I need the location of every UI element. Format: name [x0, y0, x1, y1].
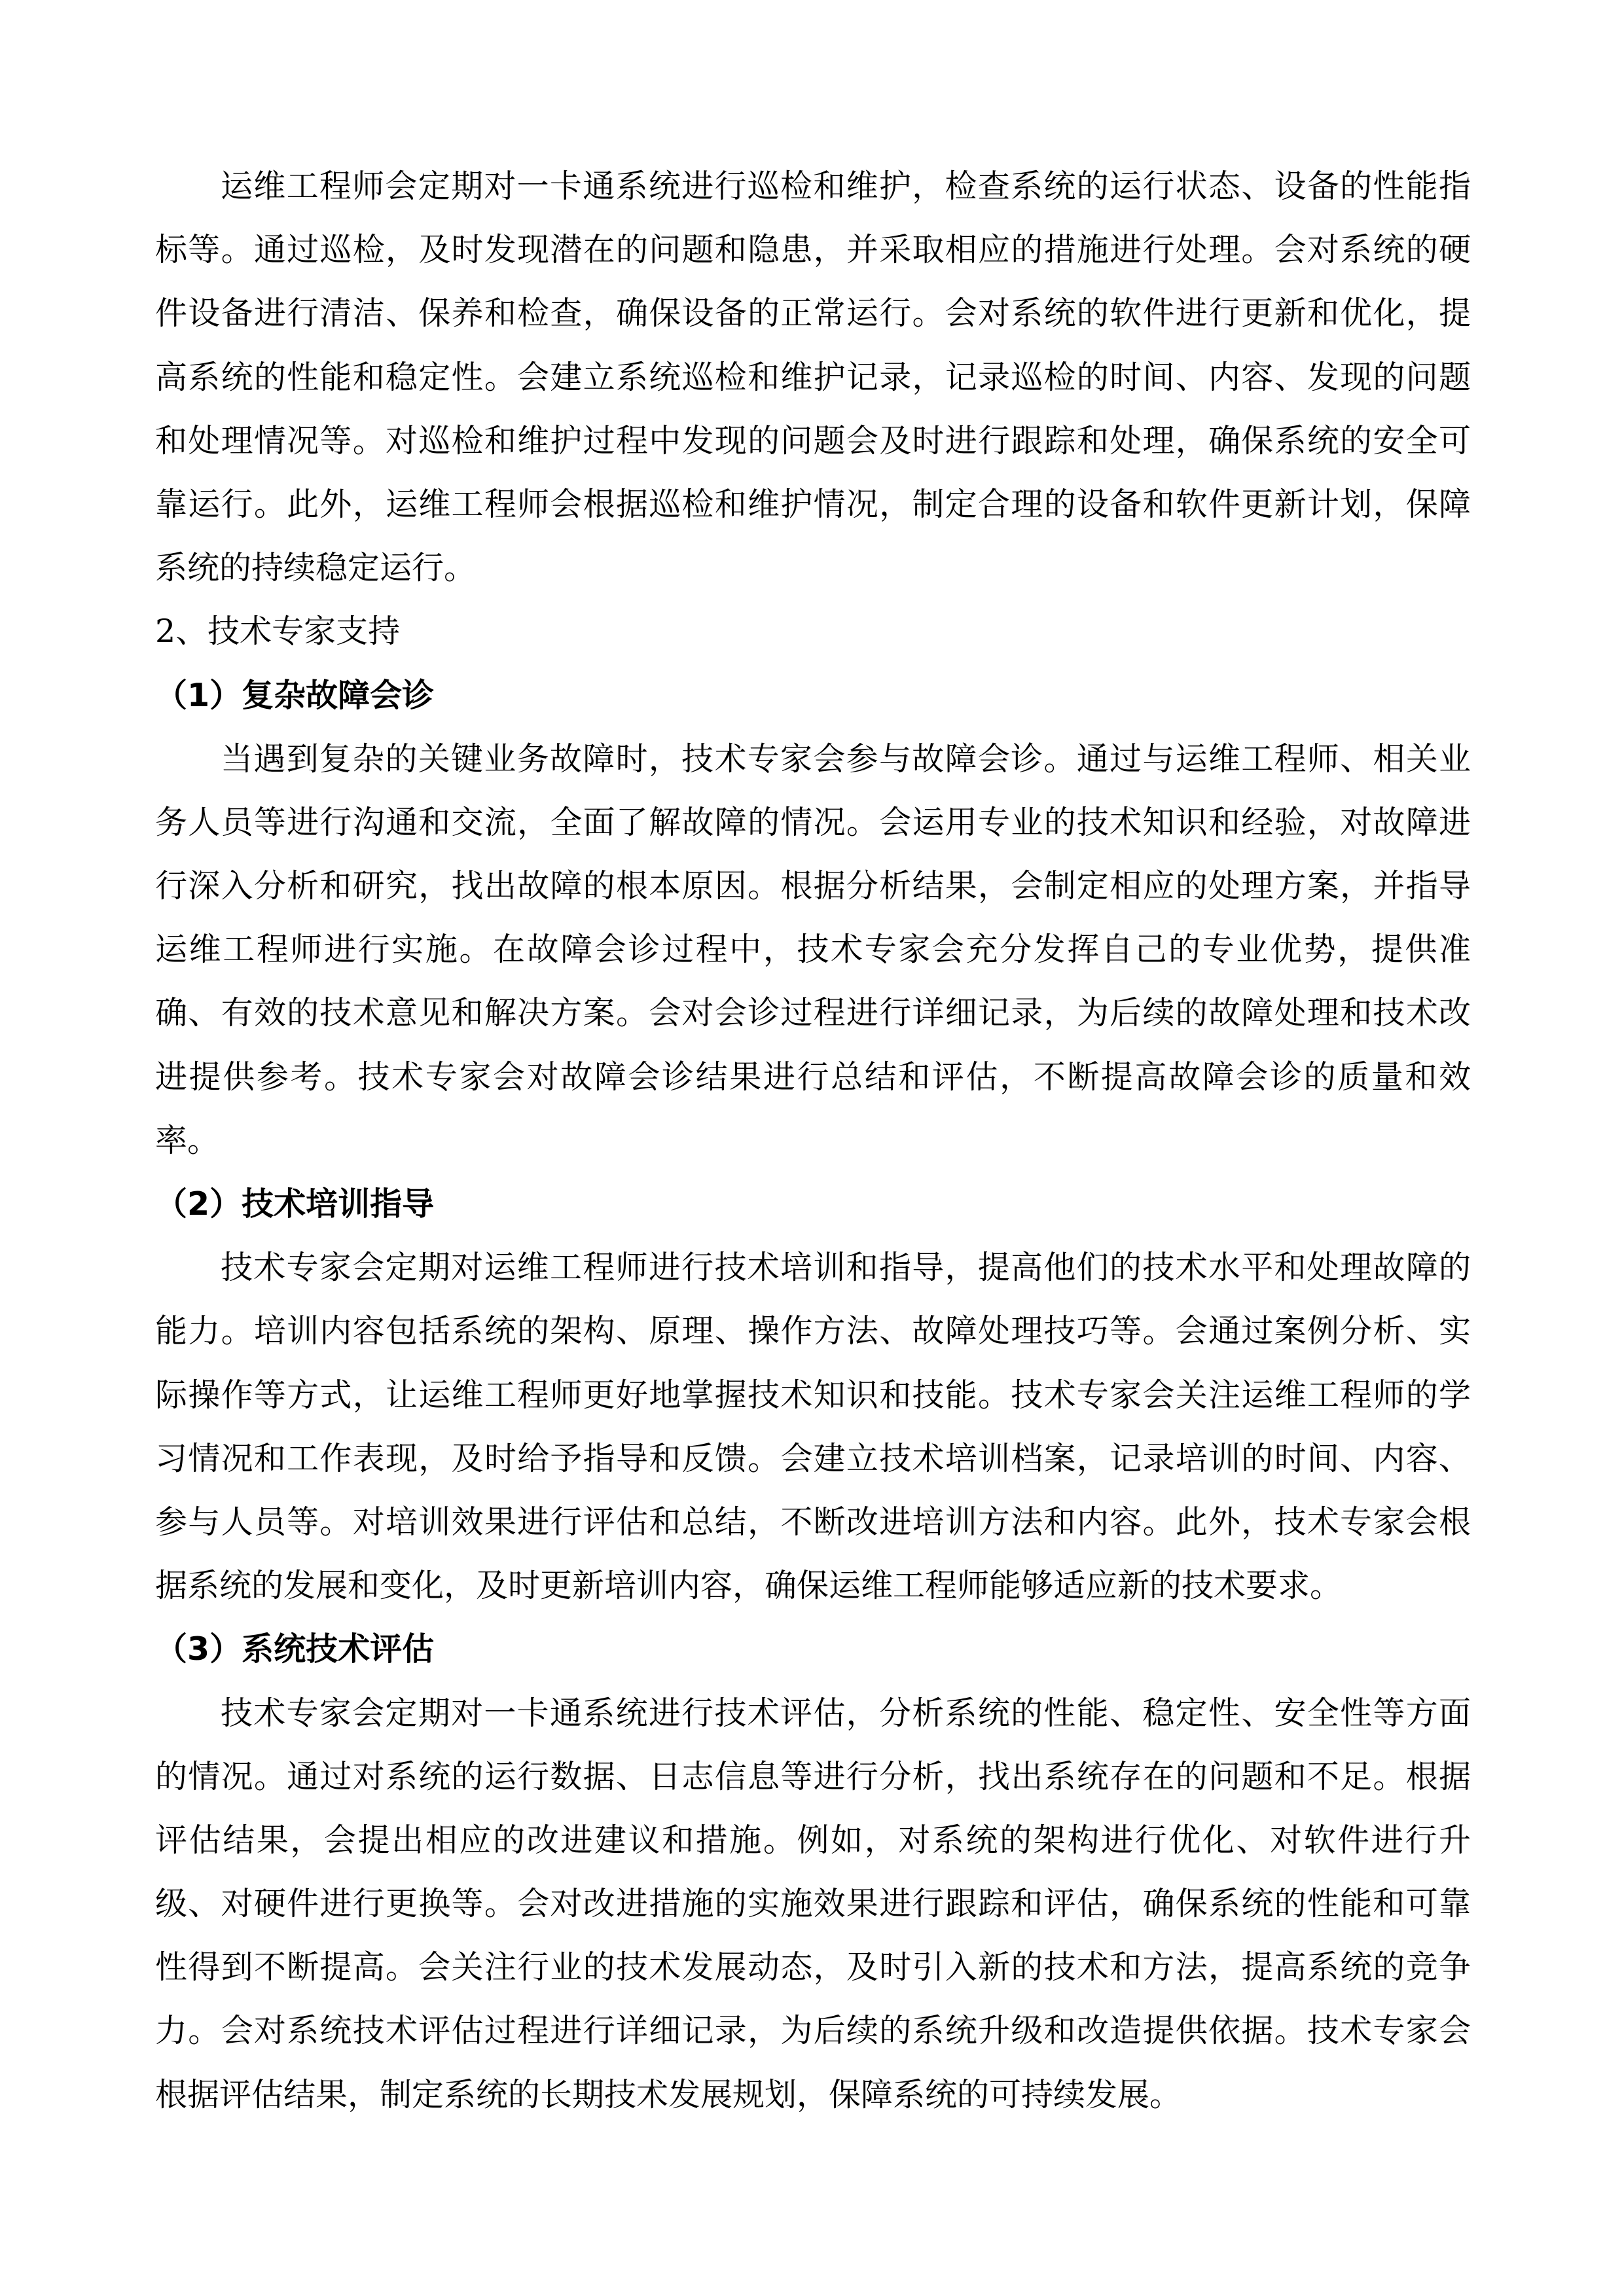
text-line: 高系统的性能和稳定性。会建立系统巡检和维护记录，记录巡检的时间、内容、发现的问题 [155, 358, 1471, 396]
text-line: 际操作等方式，让运维工程师更好地掌握技术知识和技能。技术专家会关注运维工程师的学 [155, 1376, 1471, 1414]
text-line: 力。会对系统技术评估过程进行详细记录，为后续的系统升级和改造提供依据。技术专家会 [155, 2012, 1471, 2050]
text-line: 率。 [155, 1121, 220, 1159]
text-line: 运维工程师进行实施。在故障会诊过程中，技术专家会充分发挥自己的专业优势，提供准 [155, 931, 1471, 969]
subsection-heading: （2）技术培训指导 [155, 1185, 435, 1223]
text-line: 标等。通过巡检，及时发现潜在的问题和隐患，并采取相应的措施进行处理。会对系统的硬 [155, 231, 1471, 269]
text-line: 和处理情况等。对巡检和维护过程中发现的问题会及时进行跟踪和处理，确保系统的安全可 [155, 422, 1471, 459]
document-body [155, 154, 1471, 2126]
text-line: 靠运行。此外，运维工程师会根据巡检和维护情况，制定合理的设备和软件更新计划，保障 [155, 485, 1471, 523]
text-line: 据系统的发展和变化，及时更新培训内容，确保运维工程师能够适应新的技术要求。 [155, 1567, 1343, 1605]
text-line: 进提供参考。技术专家会对故障会诊结果进行总结和评估，不断提高故障会诊的质量和效 [155, 1058, 1471, 1096]
text-line: 运维工程师会定期对一卡通系统进行巡检和维护，检查系统的运行状态、设备的性能指 [221, 168, 1471, 205]
paragraph-technical-training [155, 1236, 1471, 1617]
text-line: 当遇到复杂的关键业务故障时，技术专家会参与故障会诊。通过与运维工程师、相关业 [221, 740, 1471, 778]
text-line: 根据评估结果，制定系统的长期技术发展规划，保障系统的可持续发展。 [155, 2075, 1182, 2113]
text-line: 参与人员等。对培训效果进行评估和总结，不断改进培训方法和内容。此外，技术专家会根 [155, 1503, 1471, 1541]
subsection-heading: （1）复杂故障会诊 [155, 676, 435, 714]
text-line: 的情况。通过对系统的运行数据、日志信息等进行分析，找出系统存在的问题和不足。根据 [155, 1757, 1471, 1795]
text-line: 能力。培训内容包括系统的架构、原理、操作方法、故障处理技巧等。会通过案例分析、实 [155, 1312, 1471, 1350]
section-heading: 2、技术专家支持 [155, 613, 401, 651]
text-line: 习情况和工作表现，及时给予指导和反馈。会建立技术培训档案，记录培训的时间、内容、 [155, 1439, 1471, 1477]
text-line: 技术专家会定期对运维工程师进行技术培训和指导，提高他们的技术水平和处理故障的 [221, 1249, 1471, 1287]
text-line: 技术专家会定期对一卡通系统进行技术评估，分析系统的性能、稳定性、安全性等方面 [221, 1694, 1471, 1732]
paragraph-inspection-maintenance [155, 154, 1471, 600]
text-line: 件设备进行清洁、保养和检查，确保设备的正常运行。会对系统的软件进行更新和优化，提 [155, 295, 1471, 332]
text-line: 行深入分析和研究，找出故障的根本原因。根据分析结果，会制定相应的处理方案，并指导 [155, 867, 1471, 905]
text-line: 性得到不断提高。会关注行业的技术发展动态，及时引入新的技术和方法，提高系统的竞争 [155, 1948, 1471, 1986]
subsection-heading: （3）系统技术评估 [155, 1630, 435, 1668]
text-line: 系统的持续稳定运行。 [155, 549, 477, 587]
text-line: 确、有效的技术意见和解决方案。会对会诊过程进行详细记录，为后续的故障处理和技术改 [155, 994, 1471, 1032]
text-line: 级、对硬件进行更换等。会对改进措施的实施效果进行跟踪和评估，确保系统的性能和可靠 [155, 1885, 1471, 1923]
paragraph-fault-consultation [155, 727, 1471, 1172]
text-line: 务人员等进行沟通和交流，全面了解故障的情况。会运用专业的技术知识和经验，对故障进 [155, 803, 1471, 841]
text-line: 评估结果，会提出相应的改进建议和措施。例如，对系统的架构进行优化、对软件进行升 [155, 1821, 1471, 1859]
paragraph-system-evaluation [155, 1681, 1471, 2126]
